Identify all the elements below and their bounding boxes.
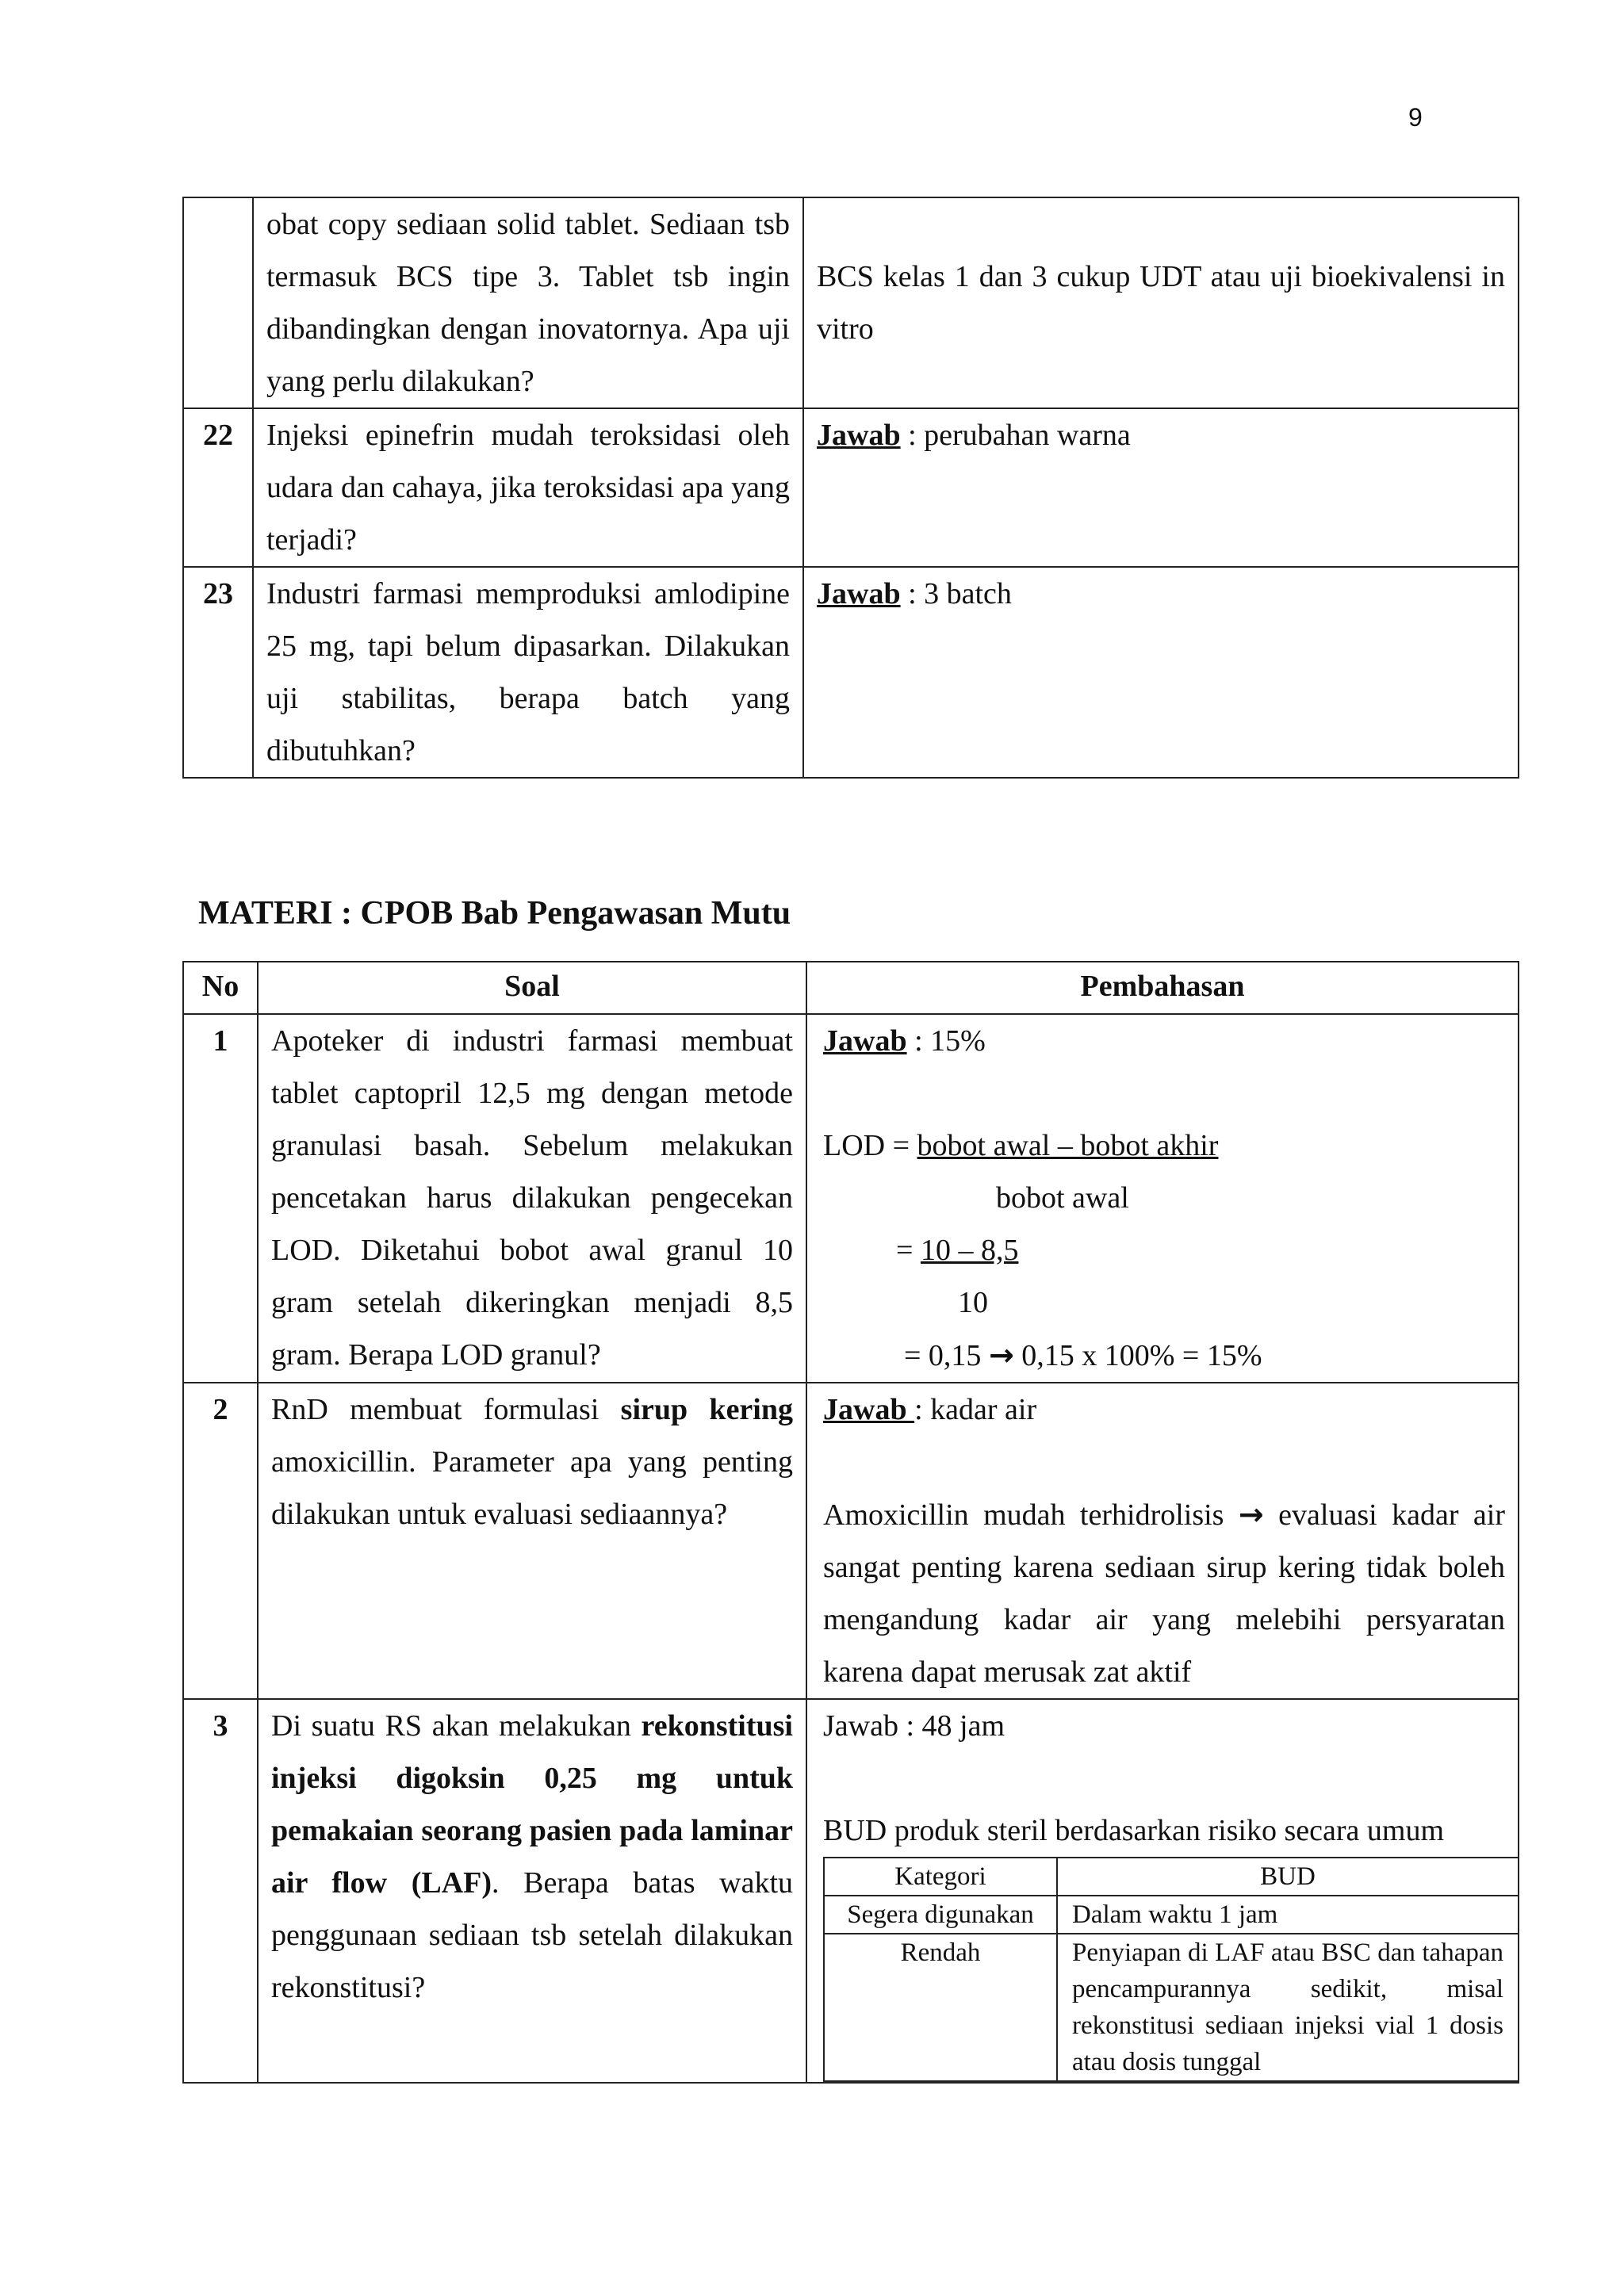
bud-kategori: Segera digunakan xyxy=(824,1896,1057,1934)
explain-b: evaluasi kadar air sangat penting karena sediaan sirup kering tidak boleh mengandung kadar air yang melebihi persyaratan karena dapat merusak zat aktif xyxy=(823,1498,1505,1689)
answer-cell xyxy=(803,408,1519,567)
jawab-text: : kadar air xyxy=(914,1393,1037,1426)
bud-header-bud: BUD xyxy=(1057,1858,1519,1896)
answer-cell xyxy=(806,1699,1519,2083)
question-cell xyxy=(258,1383,806,1699)
section-title: MATERI : CPOB Bab Pengawasan Mutu xyxy=(198,895,791,932)
quality-control-table xyxy=(182,961,1519,2084)
bud-title: BUD produk steril berdasarkan risiko secara umum xyxy=(823,1814,1445,1847)
table-row xyxy=(183,567,1519,778)
question-bold: sirup kering xyxy=(620,1393,793,1426)
result-line xyxy=(823,1329,1505,1382)
header-soal: Soal xyxy=(258,962,806,1014)
calc-numerator: 10 – 8,5 xyxy=(920,1234,1019,1267)
question-cell: Industri farmasi memproduksi amlodipine 25 mg, tapi belum dipasarkan. Dilakukan uji stabilitas, berapa batch yang dibutuhkan? xyxy=(253,567,803,778)
page-number: 9 xyxy=(1408,103,1423,132)
jawab-label: Jawab xyxy=(823,1024,907,1058)
bud-row xyxy=(824,1896,1519,1934)
table-header-row xyxy=(183,962,1519,1014)
jawab-label: Jawab xyxy=(817,577,901,610)
answer-line xyxy=(823,1383,1505,1436)
answer-cell xyxy=(803,197,1519,408)
question-cell: Apoteker di industri farmasi membuat tablet captopril 12,5 mg dengan metode granulasi basah. Sebelum melakukan pencetakan harus dilakukan pengecekan LOD. Diketahui bobot awal granul 10 gram setelah dikeringkan menjadi 8,5 gram. Berapa LOD granul? xyxy=(258,1014,806,1383)
lod-formula xyxy=(823,1119,1505,1172)
bud-header-kategori: Kategori xyxy=(824,1858,1057,1896)
row-number: 1 xyxy=(183,1014,258,1383)
answer-cell xyxy=(806,1383,1519,1699)
header-no: No xyxy=(183,962,258,1014)
result-a: = 0,15 xyxy=(904,1339,989,1372)
lod-denominator: bobot awal xyxy=(996,1181,1129,1215)
question-text: Di suatu RS akan melakukan xyxy=(271,1709,642,1743)
question-text-b: . Berapa batas waktu penggunaan sediaan tsb setelah dilakukan rekonstitusi? xyxy=(271,1866,794,2004)
row-number: 22 xyxy=(183,408,253,567)
table-row xyxy=(183,197,1519,408)
question-text-b: amoxicillin. Parameter apa yang penting dilakukan untuk evaluasi sediaannya? xyxy=(271,1445,793,1531)
lod-prefix: LOD = xyxy=(823,1129,917,1162)
answer-text: BCS kelas 1 dan 3 cukup UDT atau uji bioekivalensi in vitro xyxy=(817,260,1505,346)
bud-kategori: Rendah xyxy=(824,1934,1057,2081)
row-number xyxy=(183,197,253,408)
table-row xyxy=(183,408,1519,567)
question-cell: Injeksi epinefrin mudah teroksidasi oleh udara dan cahaya, jika teroksidasi apa yang terjadi? xyxy=(253,408,803,567)
row-number: 3 xyxy=(183,1699,258,2083)
header-pembahasan: Pembahasan xyxy=(806,962,1519,1014)
row-number: 2 xyxy=(183,1383,258,1699)
table-row xyxy=(183,1383,1519,1699)
table-row xyxy=(183,1699,1519,2083)
calc-prefix: = xyxy=(896,1234,921,1267)
arrow-right-icon: → xyxy=(988,1337,1014,1372)
answer-line xyxy=(823,1015,1505,1067)
explanation xyxy=(823,1488,1505,1698)
calc-line xyxy=(823,1224,1505,1276)
bud-row xyxy=(824,1934,1519,2081)
jawab-text: : 15% xyxy=(906,1024,986,1058)
explain-a: Amoxicillin mudah terhidrolisis xyxy=(823,1498,1239,1532)
answer-line: Jawab : 48 jam xyxy=(823,1709,1005,1743)
question-cell: obat copy sediaan solid tablet. Sediaan tsb termasuk BCS tipe 3. Tablet tsb ingin dibandingkan dengan inovatornya. Apa uji yang perlu dilakukan? xyxy=(253,197,803,408)
table-row xyxy=(183,1014,1519,1383)
bud-header-row xyxy=(824,1858,1519,1896)
answer-text: : perubahan warna xyxy=(900,419,1131,452)
jawab-label: Jawab xyxy=(823,1393,915,1426)
row-number: 23 xyxy=(183,567,253,778)
table-continued xyxy=(182,197,1519,779)
bud-table xyxy=(823,1857,1519,2082)
question-cell xyxy=(258,1699,806,2083)
jawab-label: Jawab xyxy=(817,419,901,452)
lod-numerator: bobot awal – bobot akhir xyxy=(917,1129,1219,1162)
arrow-right-icon: → xyxy=(1238,1497,1264,1532)
bud-value: Penyiapan di LAF atau BSC dan tahapan pencampurannya sedikit, misal rekonstitusi sediaan injeksi vial 1 dosis atau dosis tunggal xyxy=(1057,1934,1519,2081)
bud-value: Dalam waktu 1 jam xyxy=(1057,1896,1519,1934)
result-b: 0,15 x 100% = 15% xyxy=(1013,1339,1262,1372)
question-bold: rekonstitusi injeksi digoksin 0,25 mg untuk pemakaian seorang pasien pada laminar air flow (LAF) xyxy=(271,1709,793,1900)
answer-cell xyxy=(806,1014,1519,1383)
question-text: RnD membuat formulasi xyxy=(271,1393,621,1426)
calc-denominator: 10 xyxy=(958,1286,988,1319)
answer-text: : 3 batch xyxy=(900,577,1012,610)
answer-cell xyxy=(803,567,1519,778)
